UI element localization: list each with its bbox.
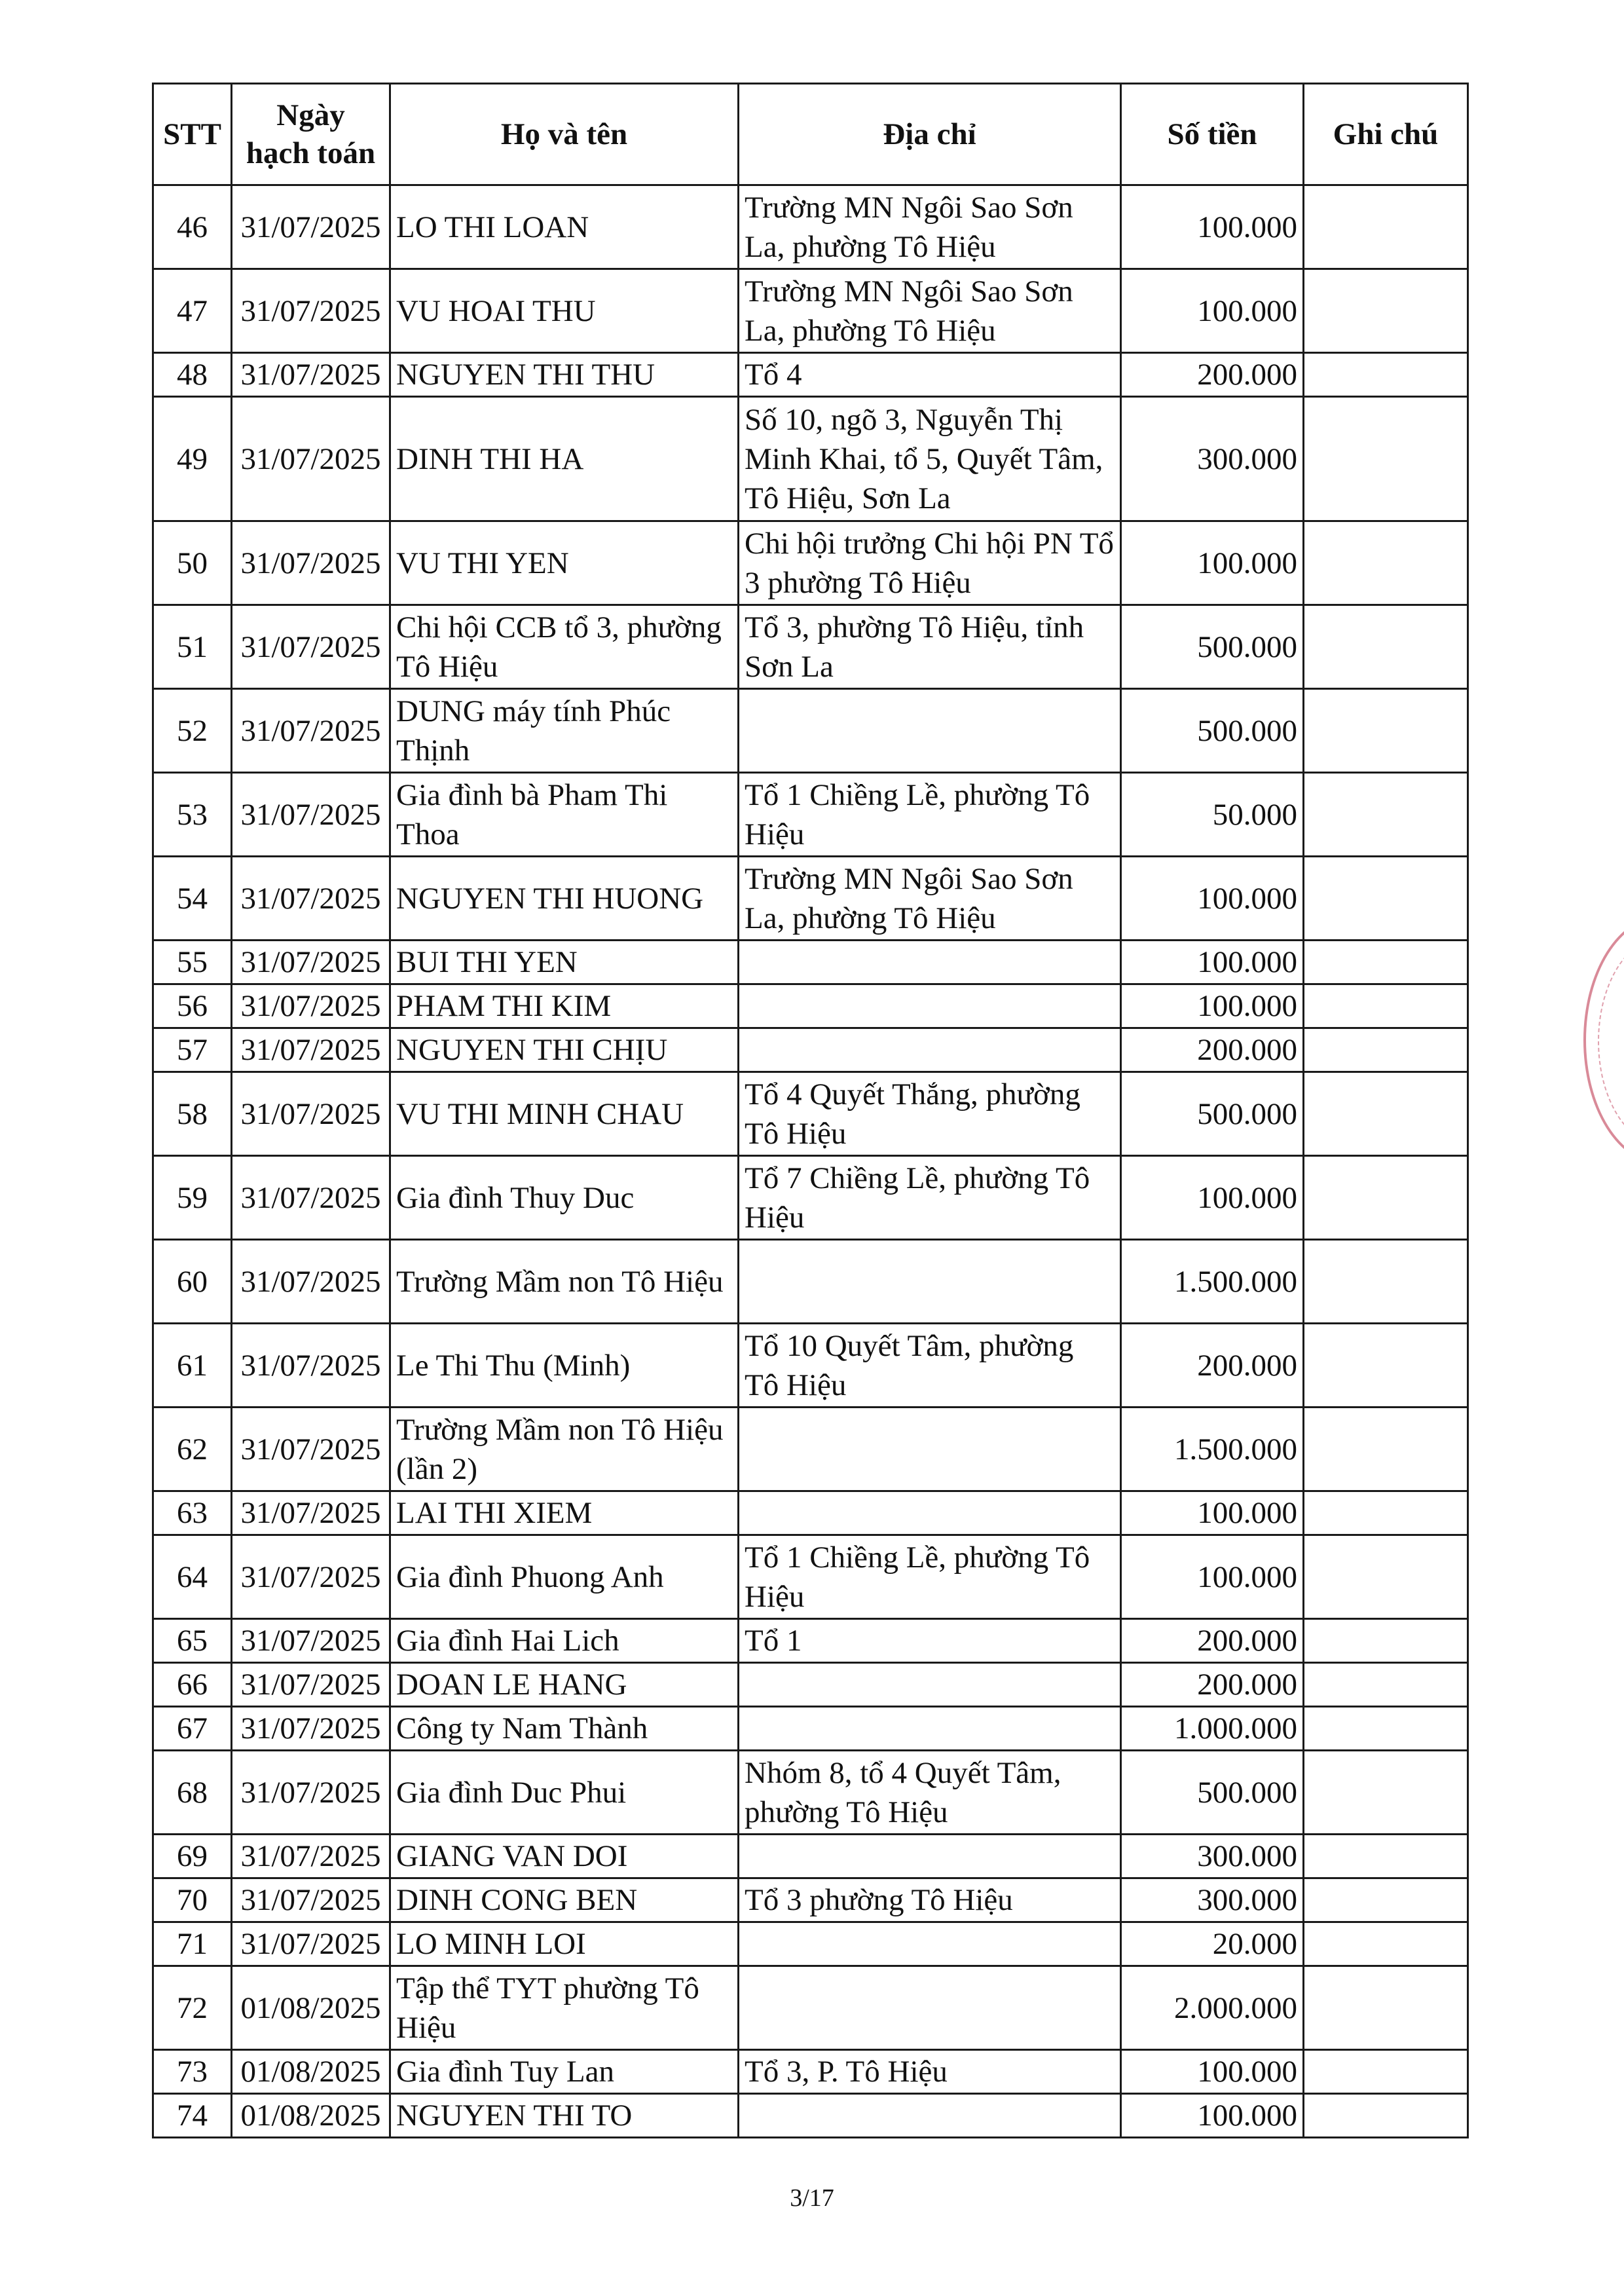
header-name: Họ và tên [390,84,739,185]
cell-amount: 1.500.000 [1121,1240,1304,1324]
cell-name: DINH THI HA [390,397,739,521]
cell-amount: 100.000 [1121,521,1304,605]
cell-date: 31/07/2025 [232,1156,390,1240]
cell-date: 31/07/2025 [232,1072,390,1156]
cell-name: Gia đình Thuy Duc [390,1156,739,1240]
cell-date: 01/08/2025 [232,2094,390,2138]
cell-amount: 200.000 [1121,1028,1304,1072]
cell-amount: 200.000 [1121,1663,1304,1707]
cell-name: Trường Mầm non Tô Hiệu (lần 2) [390,1408,739,1491]
cell-stt: 52 [153,689,232,773]
cell-stt: 66 [153,1663,232,1707]
header-date-line1: Ngày [276,98,345,132]
cell-amount: 300.000 [1121,1835,1304,1878]
cell-name: Chi hội CCB tổ 3, phường Tô Hiệu [390,605,739,689]
table-row [153,1751,1468,1835]
cell-date: 31/07/2025 [232,689,390,773]
cell-amount: 100.000 [1121,984,1304,1028]
table-row [153,1028,1468,1072]
cell-stt: 53 [153,773,232,857]
cell-note [1304,185,1468,269]
cell-name: VU THI YEN [390,521,739,605]
cell-address [739,1028,1121,1072]
cell-date: 31/07/2025 [232,1535,390,1619]
cell-note [1304,2050,1468,2094]
cell-name: Gia đình Tuy Lan [390,2050,739,2094]
cell-note [1304,857,1468,941]
cell-address: Tổ 3 phường Tô Hiệu [739,1878,1121,1922]
cell-stt: 55 [153,941,232,984]
cell-date: 01/08/2025 [232,2050,390,2094]
cell-note [1304,1878,1468,1922]
cell-address [739,1922,1121,1966]
cell-amount: 300.000 [1121,1878,1304,1922]
cell-stt: 48 [153,353,232,397]
cell-amount: 2.000.000 [1121,1966,1304,2050]
cell-stt: 60 [153,1240,232,1324]
cell-stt: 71 [153,1922,232,1966]
cell-note [1304,1751,1468,1835]
cell-name: Công ty Nam Thành [390,1707,739,1751]
cell-stt: 74 [153,2094,232,2138]
cell-stt: 68 [153,1751,232,1835]
cell-note [1304,1835,1468,1878]
cell-stt: 61 [153,1324,232,1408]
cell-address [739,689,1121,773]
table-row [153,689,1468,773]
cell-amount: 100.000 [1121,2094,1304,2138]
cell-amount: 100.000 [1121,1535,1304,1619]
cell-address [739,984,1121,1028]
cell-date: 31/07/2025 [232,521,390,605]
cell-name: NGUYEN THI TO [390,2094,739,2138]
cell-name: NGUYEN THI CHỊU [390,1028,739,1072]
table-row [153,1707,1468,1751]
cell-date: 31/07/2025 [232,1324,390,1408]
cell-date: 31/07/2025 [232,1751,390,1835]
cell-note [1304,1028,1468,1072]
cell-name: LAI THI XIEM [390,1491,739,1535]
cell-date: 31/07/2025 [232,1878,390,1922]
cell-date: 31/07/2025 [232,1619,390,1663]
cell-amount: 100.000 [1121,269,1304,353]
cell-note [1304,1922,1468,1966]
cell-date: 31/07/2025 [232,1028,390,1072]
cell-address: Trường MN Ngôi Sao Sơn La, phường Tô Hiệu [739,857,1121,941]
cell-stt: 64 [153,1535,232,1619]
table-row [153,521,1468,605]
cell-name: Gia đình Phuong Anh [390,1535,739,1619]
cell-address [739,1491,1121,1535]
cell-amount: 1.000.000 [1121,1707,1304,1751]
cell-date: 31/07/2025 [232,941,390,984]
cell-address: Tổ 3, phường Tô Hiệu, tỉnh Sơn La [739,605,1121,689]
cell-note [1304,1072,1468,1156]
cell-note [1304,605,1468,689]
cell-note [1304,1240,1468,1324]
cell-amount: 100.000 [1121,1491,1304,1535]
cell-address: Chi hội trưởng Chi hội PN Tổ 3 phường Tô Hiệu [739,521,1121,605]
table-row [153,1663,1468,1707]
cell-date: 31/07/2025 [232,1491,390,1535]
cell-note [1304,353,1468,397]
table-row [153,1966,1468,2050]
cell-name: BUI THI YEN [390,941,739,984]
cell-amount: 300.000 [1121,397,1304,521]
cell-amount: 500.000 [1121,1751,1304,1835]
table-row [153,269,1468,353]
table-row [153,1491,1468,1535]
cell-note [1304,1491,1468,1535]
cell-date: 31/07/2025 [232,185,390,269]
cell-stt: 50 [153,521,232,605]
header-date [232,84,390,185]
cell-stt: 69 [153,1835,232,1878]
cell-stt: 49 [153,397,232,521]
table-row [153,353,1468,397]
cell-amount: 200.000 [1121,1324,1304,1408]
table-row [153,397,1468,521]
table-row [153,1240,1468,1324]
cell-note [1304,984,1468,1028]
cell-name: DOAN LE HANG [390,1663,739,1707]
cell-address: Trường MN Ngôi Sao Sơn La, phường Tô Hiệu [739,269,1121,353]
cell-amount: 100.000 [1121,857,1304,941]
cell-note [1304,1408,1468,1491]
table-header-row [153,84,1468,185]
cell-name: GIANG VAN DOI [390,1835,739,1878]
cell-amount: 500.000 [1121,605,1304,689]
cell-stt: 46 [153,185,232,269]
cell-name: DUNG máy tính Phúc Thịnh [390,689,739,773]
page-number: 3/17 [790,2184,834,2212]
cell-address [739,1240,1121,1324]
table-row [153,941,1468,984]
cell-address [739,1835,1121,1878]
cell-amount: 500.000 [1121,1072,1304,1156]
cell-note [1304,1535,1468,1619]
cell-name: DINH CONG BEN [390,1878,739,1922]
table-row [153,605,1468,689]
cell-note [1304,1707,1468,1751]
cell-date: 31/07/2025 [232,1922,390,1966]
cell-stt: 62 [153,1408,232,1491]
table-row [153,1535,1468,1619]
cell-note [1304,1966,1468,2050]
cell-name: Gia đình Hai Lich [390,1619,739,1663]
cell-address: Nhóm 8, tổ 4 Quyết Tâm, phường Tô Hiệu [739,1751,1121,1835]
cell-address [739,2094,1121,2138]
cell-address: Tổ 1 [739,1619,1121,1663]
cell-stt: 54 [153,857,232,941]
cell-amount: 100.000 [1121,1156,1304,1240]
cell-date: 31/07/2025 [232,605,390,689]
cell-address: Số 10, ngõ 3, Nguyễn Thị Minh Khai, tổ 5, Quyết Tâm, Tô Hiệu, Sơn La [739,397,1121,521]
cell-date: 31/07/2025 [232,984,390,1028]
cell-address: Tổ 4 [739,353,1121,397]
cell-date: 31/07/2025 [232,1240,390,1324]
cell-stt: 72 [153,1966,232,2050]
cell-stt: 73 [153,2050,232,2094]
cell-stt: 56 [153,984,232,1028]
cell-note [1304,1156,1468,1240]
cell-note [1304,2094,1468,2138]
cell-name: LO MINH LOI [390,1922,739,1966]
cell-name: Gia đình Duc Phui [390,1751,739,1835]
cell-date: 31/07/2025 [232,857,390,941]
table-row [153,1324,1468,1408]
cell-name: PHAM THI KIM [390,984,739,1028]
cell-stt: 57 [153,1028,232,1072]
cell-amount: 100.000 [1121,185,1304,269]
cell-amount: 500.000 [1121,689,1304,773]
cell-address: Tổ 4 Quyết Thắng, phường Tô Hiệu [739,1072,1121,1156]
cell-name: Tập thể TYT phường Tô Hiệu [390,1966,739,2050]
header-note: Ghi chú [1304,84,1468,185]
cell-address: Tổ 1 Chiềng Lề, phường Tô Hiệu [739,773,1121,857]
cell-date: 31/07/2025 [232,269,390,353]
cell-amount: 50.000 [1121,773,1304,857]
table-row [153,1922,1468,1966]
table-row [153,773,1468,857]
table-row [153,2050,1468,2094]
cell-name: NGUYEN THI HUONG [390,857,739,941]
cell-stt: 51 [153,605,232,689]
header-date-line2: hạch toán [246,136,376,170]
cell-stt: 47 [153,269,232,353]
table-row [153,1835,1468,1878]
cell-address [739,1663,1121,1707]
cell-note [1304,521,1468,605]
cell-note [1304,397,1468,521]
table-row [153,2094,1468,2138]
cell-stt: 67 [153,1707,232,1751]
cell-address: Tổ 10 Quyết Tâm, phường Tô Hiệu [739,1324,1121,1408]
cell-amount: 1.500.000 [1121,1408,1304,1491]
cell-name: VU THI MINH CHAU [390,1072,739,1156]
cell-amount: 200.000 [1121,1619,1304,1663]
cell-amount: 20.000 [1121,1922,1304,1966]
cell-stt: 58 [153,1072,232,1156]
cell-date: 31/07/2025 [232,353,390,397]
table-row [153,984,1468,1028]
cell-note [1304,1663,1468,1707]
cell-address: Tổ 3, P. Tô Hiệu [739,2050,1121,2094]
cell-note [1304,689,1468,773]
cell-address: Trường MN Ngôi Sao Sơn La, phường Tô Hiệu [739,185,1121,269]
cell-name: Trường Mầm non Tô Hiệu [390,1240,739,1324]
cell-note [1304,1324,1468,1408]
table-row [153,1619,1468,1663]
cell-note [1304,773,1468,857]
cell-address [739,1966,1121,2050]
cell-amount: 200.000 [1121,353,1304,397]
cell-name: LO THI LOAN [390,185,739,269]
cell-stt: 65 [153,1619,232,1663]
cell-date: 31/07/2025 [232,773,390,857]
cell-date: 31/07/2025 [232,1835,390,1878]
table-row [153,857,1468,941]
cell-note [1304,269,1468,353]
cell-address [739,1707,1121,1751]
cell-address: Tổ 7 Chiềng Lề, phường Tô Hiệu [739,1156,1121,1240]
cell-note [1304,1619,1468,1663]
cell-date: 31/07/2025 [232,1707,390,1751]
cell-name: Le Thi Thu (Minh) [390,1324,739,1408]
header-amount: Số tiền [1121,84,1304,185]
header-stt: STT [153,84,232,185]
header-address: Địa chỉ [739,84,1121,185]
cell-date: 01/08/2025 [232,1966,390,2050]
cell-name: Gia đình bà Pham Thi Thoa [390,773,739,857]
cell-date: 31/07/2025 [232,1408,390,1491]
table-row [153,1156,1468,1240]
cell-stt: 70 [153,1878,232,1922]
cell-amount: 100.000 [1121,941,1304,984]
cell-stt: 59 [153,1156,232,1240]
cell-name: VU HOAI THU [390,269,739,353]
cell-date: 31/07/2025 [232,397,390,521]
cell-note [1304,941,1468,984]
cell-stt: 63 [153,1491,232,1535]
table-row [153,1878,1468,1922]
cell-address: Tổ 1 Chiềng Lề, phường Tô Hiệu [739,1535,1121,1619]
cell-name: NGUYEN THI THU [390,353,739,397]
cell-address [739,941,1121,984]
cell-address [739,1408,1121,1491]
cell-date: 31/07/2025 [232,1663,390,1707]
donation-table [152,83,1469,2138]
table-row [153,1072,1468,1156]
table-row [153,185,1468,269]
cell-amount: 100.000 [1121,2050,1304,2094]
table-row [153,1408,1468,1491]
